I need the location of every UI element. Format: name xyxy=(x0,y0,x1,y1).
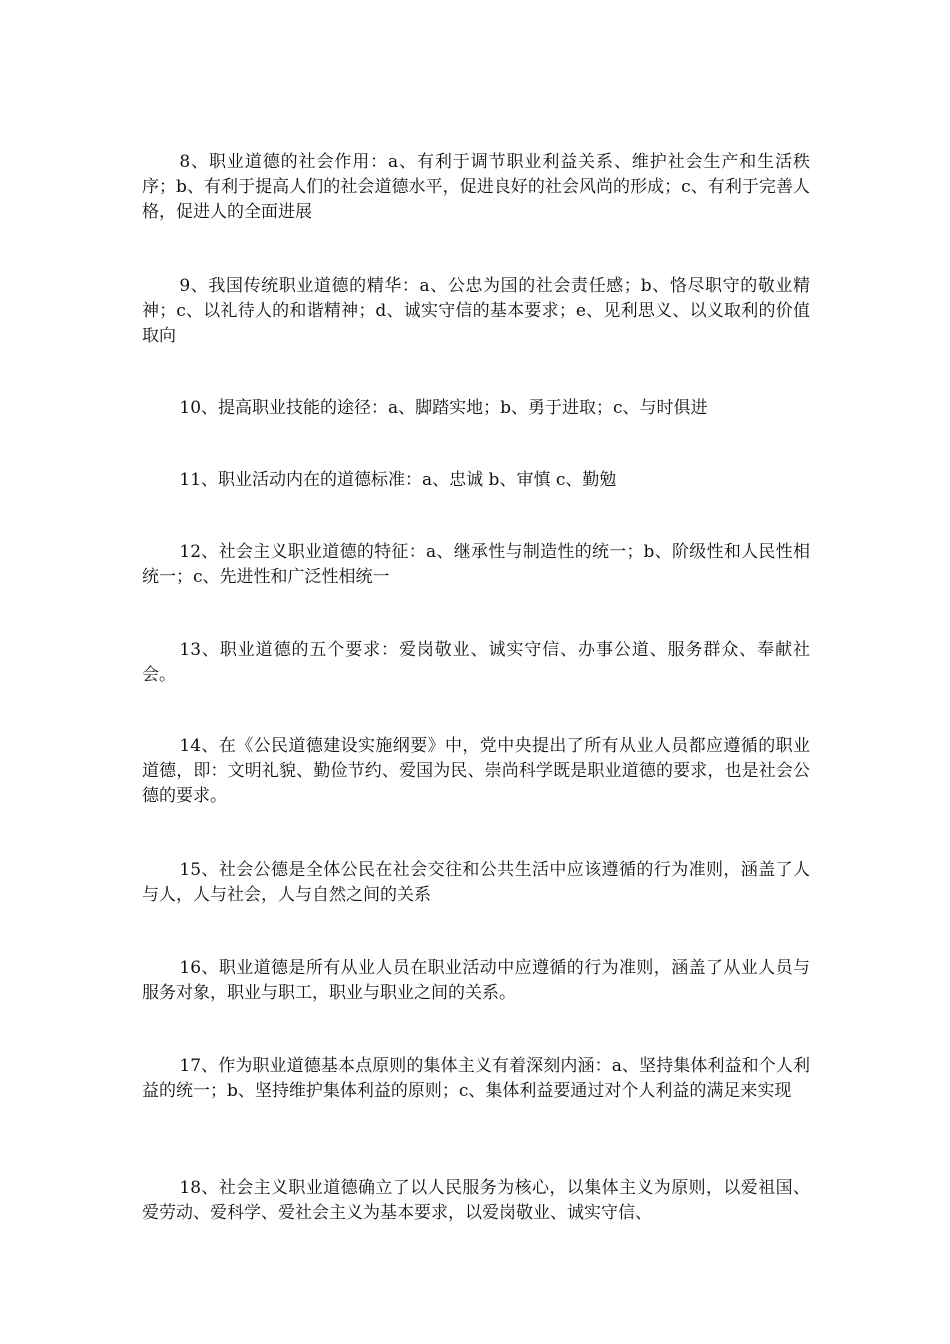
paragraph-9: 9、我国传统职业道德的精华：a、公忠为国的社会责任感；b、恪尽职守的敬业精神；c、以礼待人的和谐精神；d、诚实守信的基本要求；e、见利思义、以义取利的价值取向 xyxy=(142,276,810,346)
paragraph-18: 18、社会主义职业道德确立了以人民服务为核心，以集体主义为原则，以爱祖国、爱劳动、爱科学、爱社会主义为基本要求，以爱岗敬业、诚实守信、 xyxy=(142,1178,810,1223)
paragraph-17: 17、作为职业道德基本点原则的集体主义有着深刻内涵：a、坚持集体利益和个人利益的统一；b、坚持维护集体利益的原则；c、集体利益要通过对个人利益的满足来实现 xyxy=(142,1056,810,1101)
paragraph-15: 15、社会公德是全体公民在社会交往和公共生活中应该遵循的行为准则，涵盖了人与人，人与社会，人与自然之间的关系 xyxy=(142,860,810,905)
paragraph-8: 8、职业道德的社会作用：a、有利于调节职业利益关系、维护社会生产和生活秩序；b、有利于提高人们的社会道德水平，促进良好的社会风尚的形成；c、有利于完善人格，促进人的全面进展 xyxy=(142,152,810,222)
paragraph-16: 16、职业道德是所有从业人员在职业活动中应遵循的行为准则，涵盖了从业人员与服务对象，职业与职工，职业与职业之间的关系。 xyxy=(142,958,810,1003)
paragraph-13: 13、职业道德的五个要求：爱岗敬业、诚实守信、办事公道、服务群众、奉献社会。 xyxy=(142,640,810,685)
paragraph-14: 14、在《公民道德建设实施纲要》中，党中央提出了所有从业人员都应遵循的职业道德，即：文明礼貌、勤俭节约、爱国为民、崇尚科学既是职业道德的要求，也是社会公德的要求。 xyxy=(142,736,810,806)
paragraph-12: 12、社会主义职业道德的特征：a、继承性与制造性的统一；b、阶级性和人民性相统一；c、先进性和广泛性相统一 xyxy=(142,542,810,587)
paragraph-10: 10、提高职业技能的途径：a、脚踏实地；b、勇于进取；c、与时俱进 xyxy=(179,398,708,418)
paragraph-11: 11、职业活动内在的道德标准：a、忠诚 b、审慎 c、勤勉 xyxy=(179,470,617,490)
